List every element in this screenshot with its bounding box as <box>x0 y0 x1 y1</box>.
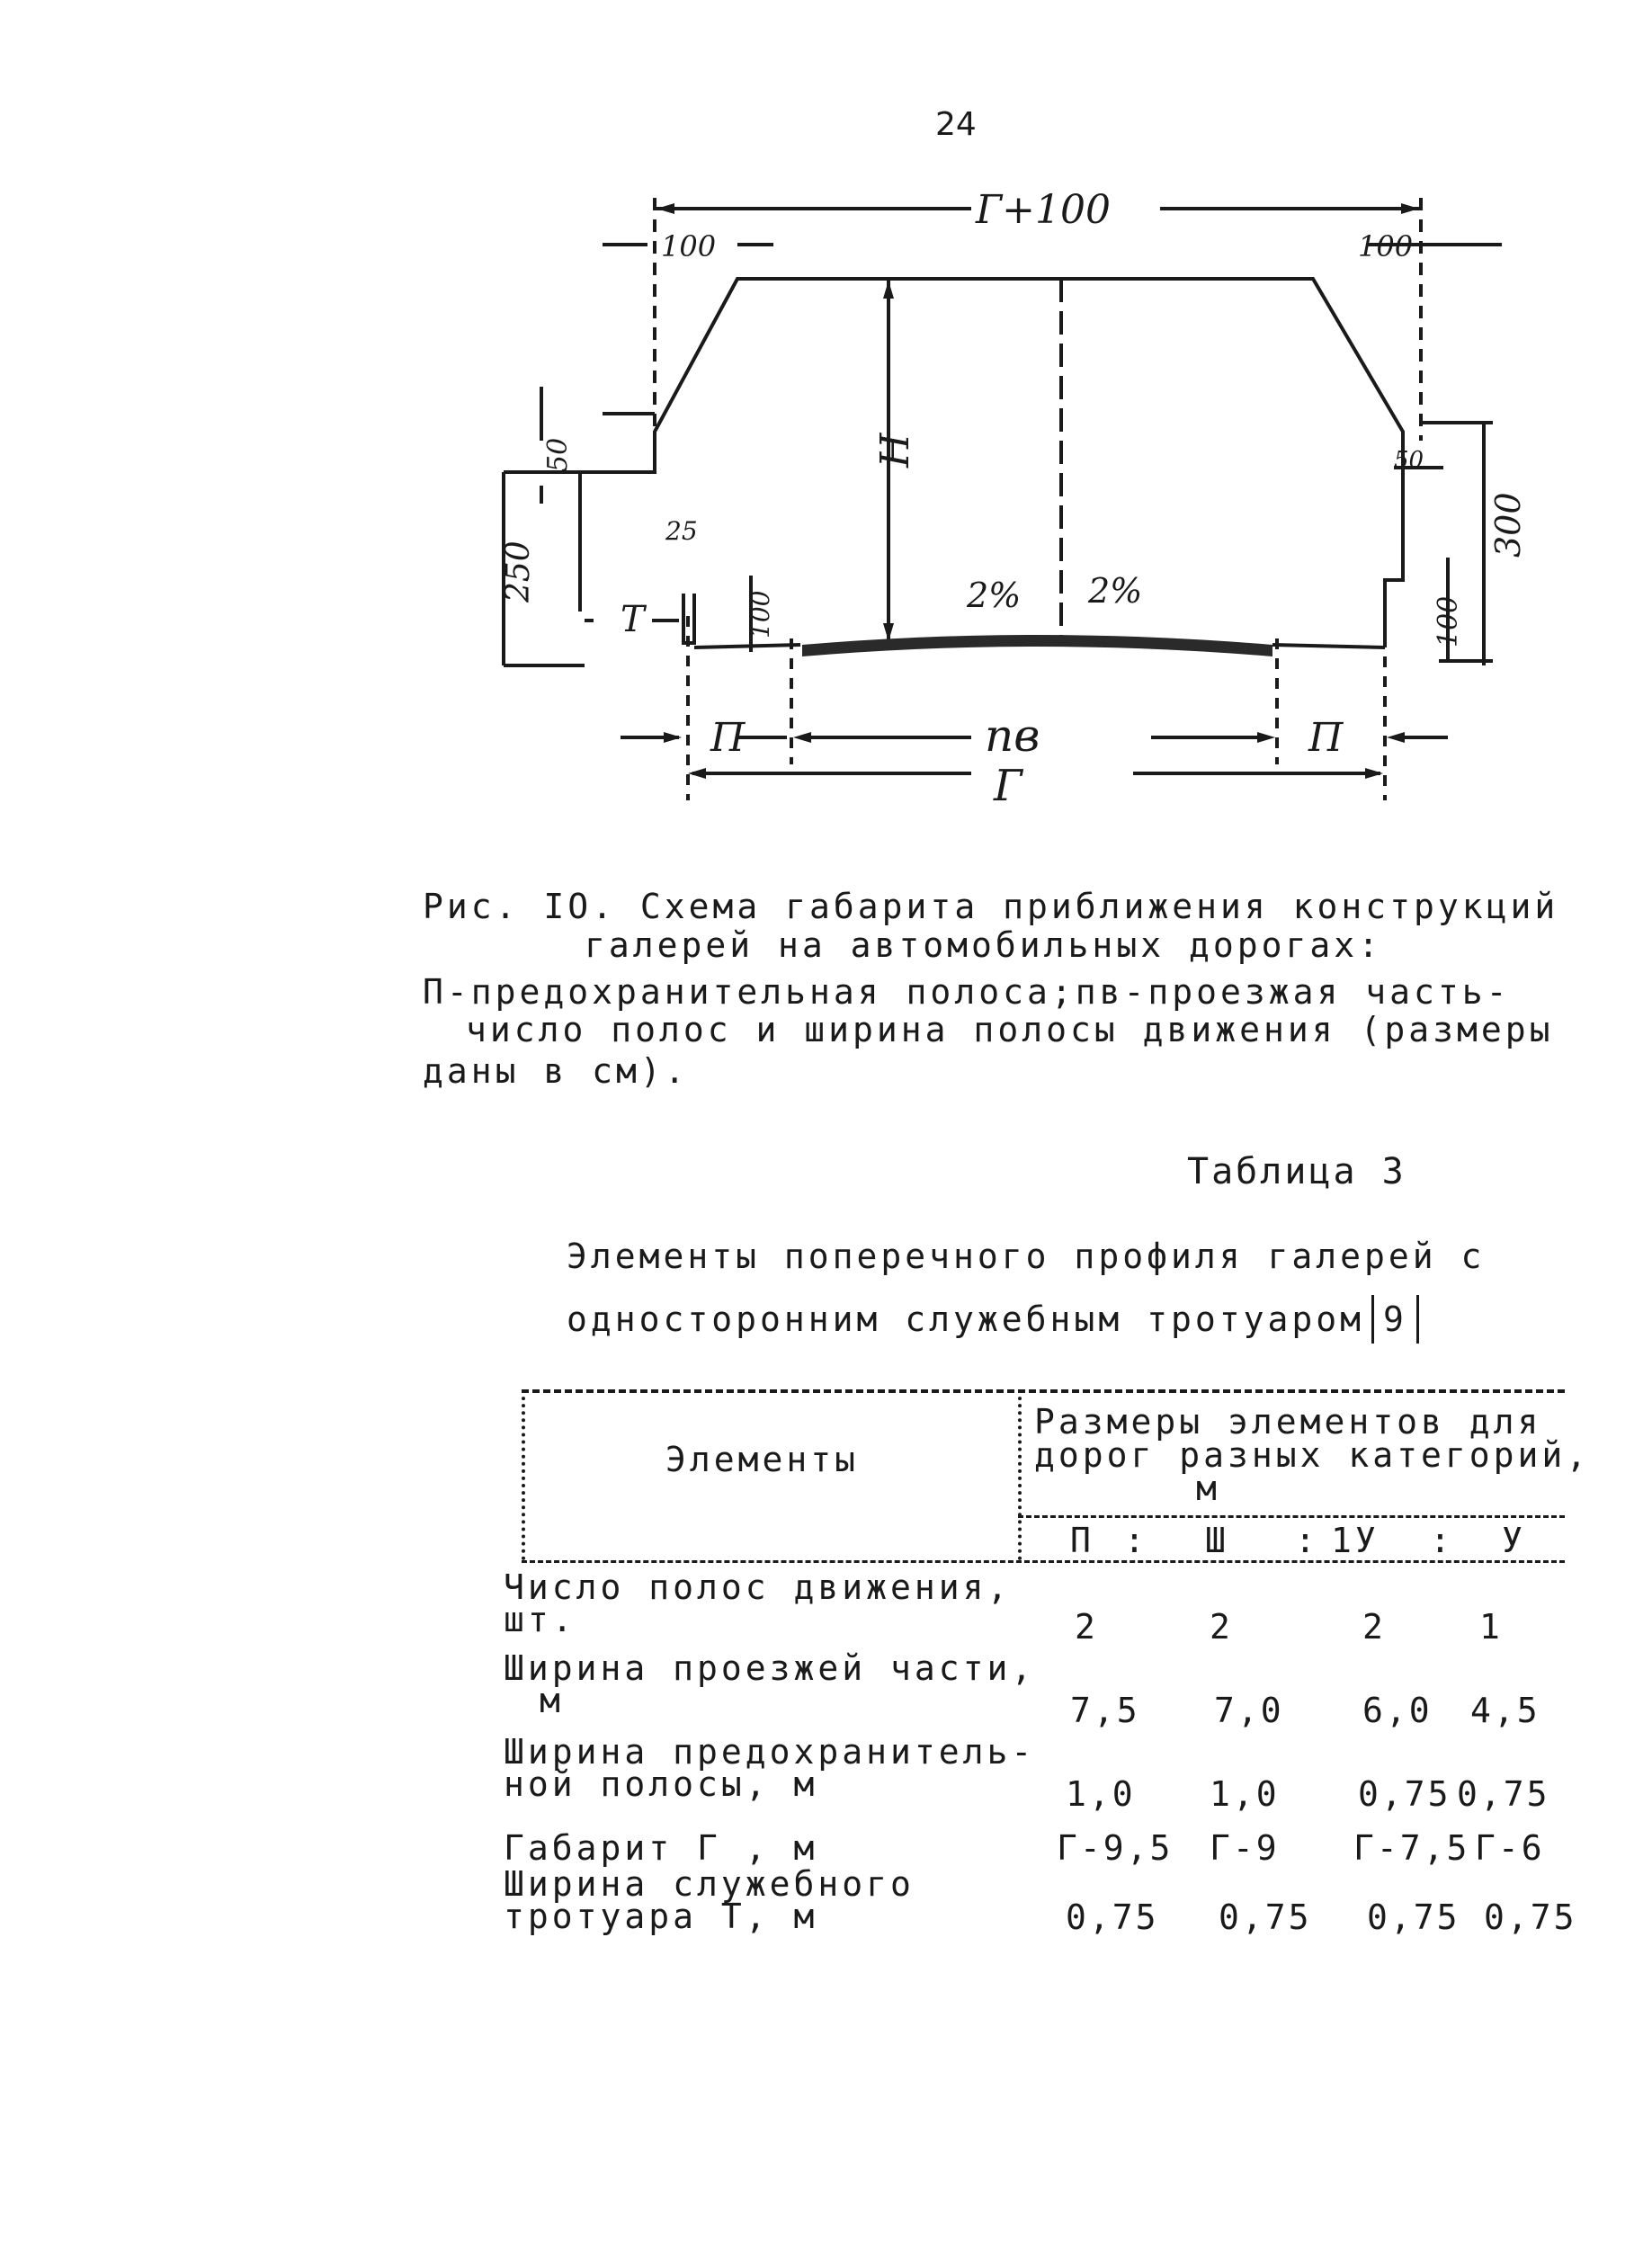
row-3-label: Ширина предохранитель- <box>504 1732 1036 1772</box>
pavement-layer <box>802 635 1272 656</box>
header-category-1: П <box>1070 1521 1094 1560</box>
row-5-value-2: 0,75 <box>1219 1897 1312 1937</box>
row-5-value-3: 0,75 <box>1367 1897 1460 1937</box>
dim-walk: Т <box>621 599 645 640</box>
row-1-label-2: шт. <box>504 1600 576 1639</box>
slope-left: 2% <box>967 576 1022 615</box>
row-4-label: Габарит Г , м <box>504 1828 818 1868</box>
row-3-label-2: ной полосы, м <box>504 1764 818 1804</box>
row-2-label: Ширина проезжей части, <box>504 1648 1036 1688</box>
dim-offset-left: 100 <box>661 229 717 263</box>
row-2-value-1: 7,5 <box>1070 1691 1140 1730</box>
dim-gauge: Г <box>994 761 1022 811</box>
slope-right: 2% <box>1088 571 1143 611</box>
row-4-value-4: Г-6 <box>1475 1828 1545 1868</box>
row-5-label-2: тротуара Т, м <box>504 1897 818 1936</box>
header-category-4: У <box>1502 1521 1526 1560</box>
row-2-value-4: 4,5 <box>1470 1691 1540 1730</box>
dim-step-left: 50 <box>542 437 574 472</box>
table-reference: 9 <box>1371 1295 1419 1344</box>
row-1-value-4: 1 <box>1479 1607 1503 1647</box>
row-4-value-2: Г-9 <box>1210 1828 1280 1868</box>
header-sizes-line2: дорог разных категорий, <box>1034 1435 1591 1475</box>
row-1-value-1: 2 <box>1075 1607 1098 1647</box>
page-number: 24 <box>935 106 977 143</box>
dim-carriageway: пв <box>985 710 1040 762</box>
header-elements: Элементы <box>665 1440 860 1479</box>
figure-caption-line2: галерей на автомобильных дорогах: <box>585 925 1382 965</box>
row-5-label: Ширина служебного <box>504 1864 915 1904</box>
figure-caption-line3: П-предохранительная полоса;пв-проезжая часть- <box>423 972 1511 1012</box>
dim-offset-right: 100 <box>1358 229 1414 263</box>
dim-top-width: Г+100 <box>976 187 1111 233</box>
row-5-value-4: 0,75 <box>1484 1897 1577 1937</box>
header-category-2: Ш <box>1205 1521 1229 1560</box>
dim-curb: 100 <box>746 590 775 638</box>
row-4-value-3: Г-7,5 <box>1353 1828 1470 1868</box>
table-title-line1: Элементы поперечного профиля галерей с <box>567 1237 1486 1276</box>
row-1-value-3: 2 <box>1362 1607 1386 1647</box>
table-title-line2: односторонним служебным тротуаром 9 <box>567 1295 1419 1344</box>
row-3-value-3: 0,75 <box>1358 1774 1451 1814</box>
data-table: Элементы Размеры элементов для дорог разных категорий, м П : Ш : 1У : У Число полос движения, шт. 2 2 2 1 Ширина проезжей части, м 7,5 7,0 6,0 4,5 Ширина предохранитель- ной полосы, м 1,0 1,0 0,75 0,75 Габарит Г , м Г-9,5 Г-9 Г-7,5 Г-6 Ширина служебного тротуара Т, м 0,75 0,75 0,75 0,75 <box>504 1389 1574 1947</box>
row-2-value-2: 7,0 <box>1214 1691 1284 1730</box>
dim-step-right: 50 <box>1394 447 1424 474</box>
figure-caption-line1: Рис. IO. Схема габарита приближения конструкций <box>423 887 1559 926</box>
table-number: Таблица 3 <box>1187 1151 1406 1192</box>
row-3-value-2: 1,0 <box>1210 1774 1280 1814</box>
gauge-diagram <box>468 171 1528 818</box>
header-sizes-line3: м <box>1196 1469 1220 1508</box>
dim-side-right: 300 <box>1488 492 1528 558</box>
row-5-value-1: 0,75 <box>1066 1897 1159 1937</box>
figure-caption-line5: даны в см). <box>423 1051 689 1091</box>
row-1-label: Число полос движения, <box>504 1567 1012 1607</box>
dim-walk-gap: 25 <box>665 516 698 546</box>
row-2-label-2: м <box>540 1681 564 1720</box>
dim-strip-right: П <box>1308 715 1344 761</box>
figure-caption-line4: число полос и ширина полосы движения (размеры <box>466 1010 1554 1049</box>
dim-curb-right: 100 <box>1433 595 1464 647</box>
header-category-3: 1У <box>1331 1521 1380 1560</box>
dim-strip-left: П <box>710 715 746 761</box>
dim-side-left: 250 <box>500 540 537 603</box>
row-3-value-4: 0,75 <box>1457 1774 1550 1814</box>
row-2-value-3: 6,0 <box>1362 1691 1433 1730</box>
row-1-value-2: 2 <box>1210 1607 1233 1647</box>
header-sizes-line1: Размеры элементов для <box>1034 1402 1542 1442</box>
row-3-value-1: 1,0 <box>1066 1774 1136 1814</box>
dim-height: H <box>872 433 918 468</box>
row-4-value-1: Г-9,5 <box>1057 1828 1174 1868</box>
